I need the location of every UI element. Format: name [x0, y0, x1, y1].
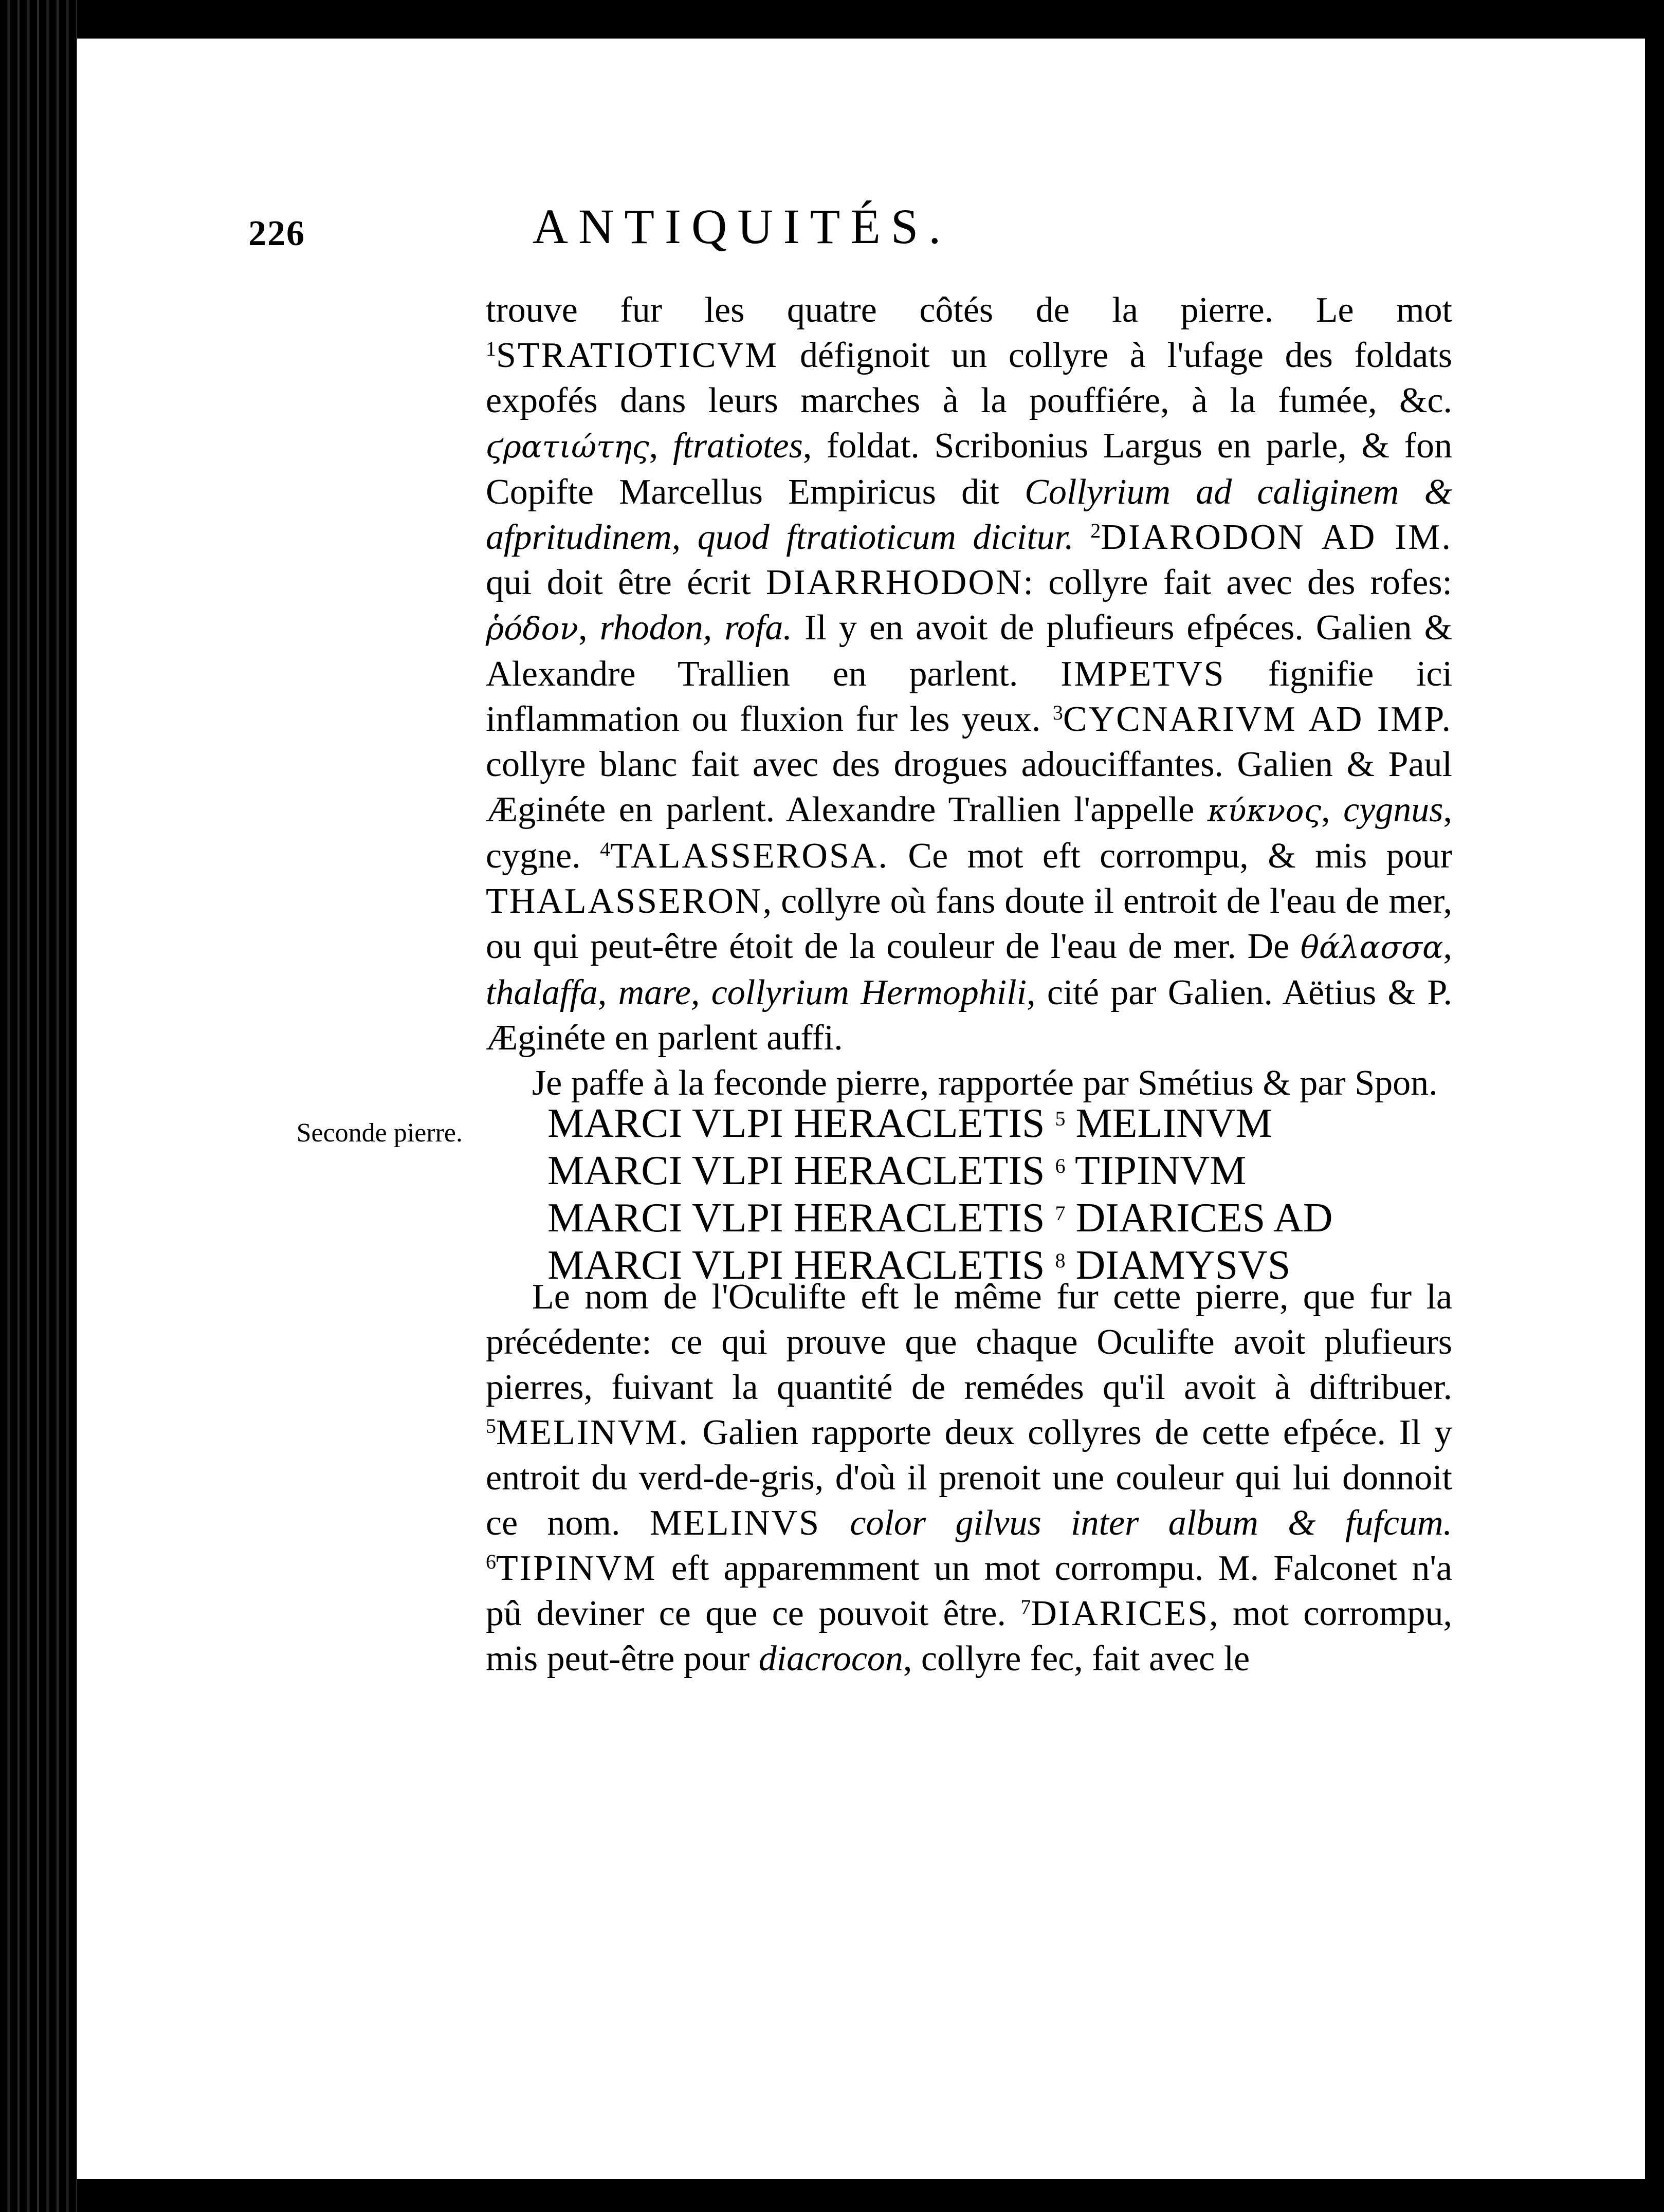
- paragraph-1: [486, 288, 1452, 1061]
- italic-quote: Collyrium ad caliginem & afpritudinem, quod ftratioticum dicitur.: [486, 472, 1453, 557]
- small-caps-term: MELINVM.: [496, 1413, 689, 1452]
- inscription-text: MARCI VLPI HERACLETIS: [547, 1148, 1045, 1193]
- inscription-term: TIPINVM: [1075, 1148, 1247, 1193]
- small-caps-term: THALASSERON: [486, 881, 763, 921]
- inscription-block: [547, 1100, 1447, 1289]
- footnote-marker: 7: [1055, 1202, 1066, 1225]
- text-span: , collyre où fans doute il entroit de l'eau de mer, ou qui peut-être étoit de la couleur de l'eau de mer. De: [486, 881, 1452, 966]
- inscription-line: [547, 1147, 1447, 1194]
- text-span: collyre blanc fait avec des drogues adouciffantes. Galien & Paul Æginéte en parlent. Alexandre Trallien l'appelle: [486, 745, 1452, 829]
- text-span: eft apparemment un mot corrompu. M. Falconet n'a pû deviner ce que ce pouvoit être.: [486, 1549, 1452, 1633]
- text-span: qui doit être écrit: [486, 563, 751, 602]
- footnote-marker: 3: [1052, 701, 1063, 724]
- text-span: Ce mot eft corrompu, & mis pour: [908, 836, 1452, 876]
- footnote-marker: 6: [1055, 1154, 1066, 1177]
- small-caps-term: DIARICES: [1031, 1594, 1210, 1633]
- page-header: [248, 198, 1235, 275]
- footnote-marker: 8: [1055, 1249, 1066, 1272]
- footnote-marker: 5: [1055, 1107, 1066, 1130]
- greek-word: θάλασσα: [1300, 930, 1443, 966]
- small-caps-term: DIARODON AD IM.: [1101, 518, 1452, 557]
- small-caps-term: CYCNARIVM AD IMP.: [1063, 699, 1453, 739]
- text-span: ,: [649, 426, 659, 466]
- scan-binding-edge: [0, 0, 77, 2212]
- text-span: Le nom de l'Oculifte eft le même fur cette pierre, que fur la précédente: ce qui prouve que chaque Oculifte avoit plufieurs pierres, fuivant la quantité de remédes qu'il avoit à diftribuer.: [486, 1277, 1452, 1407]
- page-number: 226: [248, 214, 305, 253]
- paragraph-3: [486, 1275, 1452, 1682]
- italic-term: diacrocon: [758, 1639, 903, 1679]
- footnote-marker: 2: [1090, 519, 1101, 542]
- footnote-marker: 5: [486, 1414, 496, 1437]
- greek-word: ῥόδον: [486, 611, 579, 647]
- paragraph-2: Je paffe à la feconde pierre, rapportée par Smétius & par Spon.: [532, 1063, 1438, 1103]
- small-caps-term: TALASSEROSA.: [610, 836, 889, 876]
- inscription-term: DIARICES AD: [1075, 1195, 1333, 1241]
- text-span: , cygne.: [486, 790, 1452, 876]
- inscription-text: MARCI VLPI HERACLETIS: [547, 1243, 1045, 1288]
- body-text-continued: [486, 1275, 1452, 1682]
- inscription-term: DIAMYSVS: [1075, 1243, 1291, 1288]
- text-span: , cité par Galien. Aëtius & P. Æginéte en parlent auffi.: [486, 973, 1452, 1058]
- running-title: ANTIQUITÉS.: [532, 199, 952, 254]
- inscription-text: MARCI VLPI HERACLETIS: [547, 1195, 1045, 1241]
- italic-term: ftratiotes: [673, 426, 803, 466]
- text-span: , mot corrompu, mis peut-être pour: [486, 1594, 1452, 1679]
- inscription-line: [547, 1194, 1447, 1242]
- text-span: fignifie ici inflammation ou fluxion fur les yeux.: [486, 654, 1453, 739]
- text-span: trouve fur les quatre côtés de la pierre. Le mot: [486, 290, 1452, 330]
- italic-term: rhodon, rofa.: [599, 608, 792, 648]
- footnote-marker: 6: [486, 1550, 496, 1573]
- text-span: ,: [578, 608, 588, 648]
- text-span: , collyre fec, fait avec le: [903, 1639, 1250, 1679]
- text-span: défignoit un collyre à l'ufage des foldats expofés dans leurs marches à la pouffiére, à la fumée, &c.: [486, 336, 1452, 420]
- footnote-marker: 4: [600, 838, 611, 861]
- greek-word: ϛρατιώτης: [486, 429, 649, 465]
- small-caps-term: IMPETVS: [1060, 654, 1226, 694]
- text-span: , foldat. Scribonius Largus en parle, & fon Copifte Marcellus Empiricus dit: [486, 426, 1452, 512]
- footnote-marker: 7: [1020, 1595, 1031, 1618]
- inscription-line: [547, 1100, 1447, 1147]
- text-span: Il y en avoit de plufieurs efpéces. Galien & Alexandre Trallien en parlent.: [486, 608, 1453, 694]
- text-span: : collyre fait avec des rofes:: [1023, 563, 1453, 602]
- small-caps-term: STRATIOTICVM: [496, 336, 779, 375]
- small-caps-term: MELINVS: [649, 1503, 820, 1543]
- italic-term: cygnus: [1343, 790, 1443, 829]
- text-span: Galien rapporte deux collyres de cette efpéce. Il y entroit du verd-de-gris, d'où il prenoit une couleur qui lui donnoit ce nom.: [486, 1413, 1452, 1543]
- italic-term: thalaffa, mare, collyrium Hermophili: [486, 973, 1027, 1012]
- footnote-marker: 1: [486, 337, 496, 360]
- text-span: ,: [1321, 790, 1330, 829]
- greek-word: κύκνος: [1207, 793, 1322, 829]
- body-text: [486, 288, 1452, 1106]
- small-caps-term: DIARRHODON: [765, 563, 1023, 602]
- italic-quote: color gilvus inter album & fufcum.: [850, 1503, 1453, 1543]
- inscription-term: MELINVM: [1075, 1101, 1272, 1146]
- margin-note: Seconde pierre.: [296, 1118, 463, 1148]
- small-caps-term: TIPINVM: [496, 1549, 657, 1588]
- inscription-text: MARCI VLPI HERACLETIS: [547, 1101, 1045, 1146]
- text-span: ,: [1443, 927, 1453, 966]
